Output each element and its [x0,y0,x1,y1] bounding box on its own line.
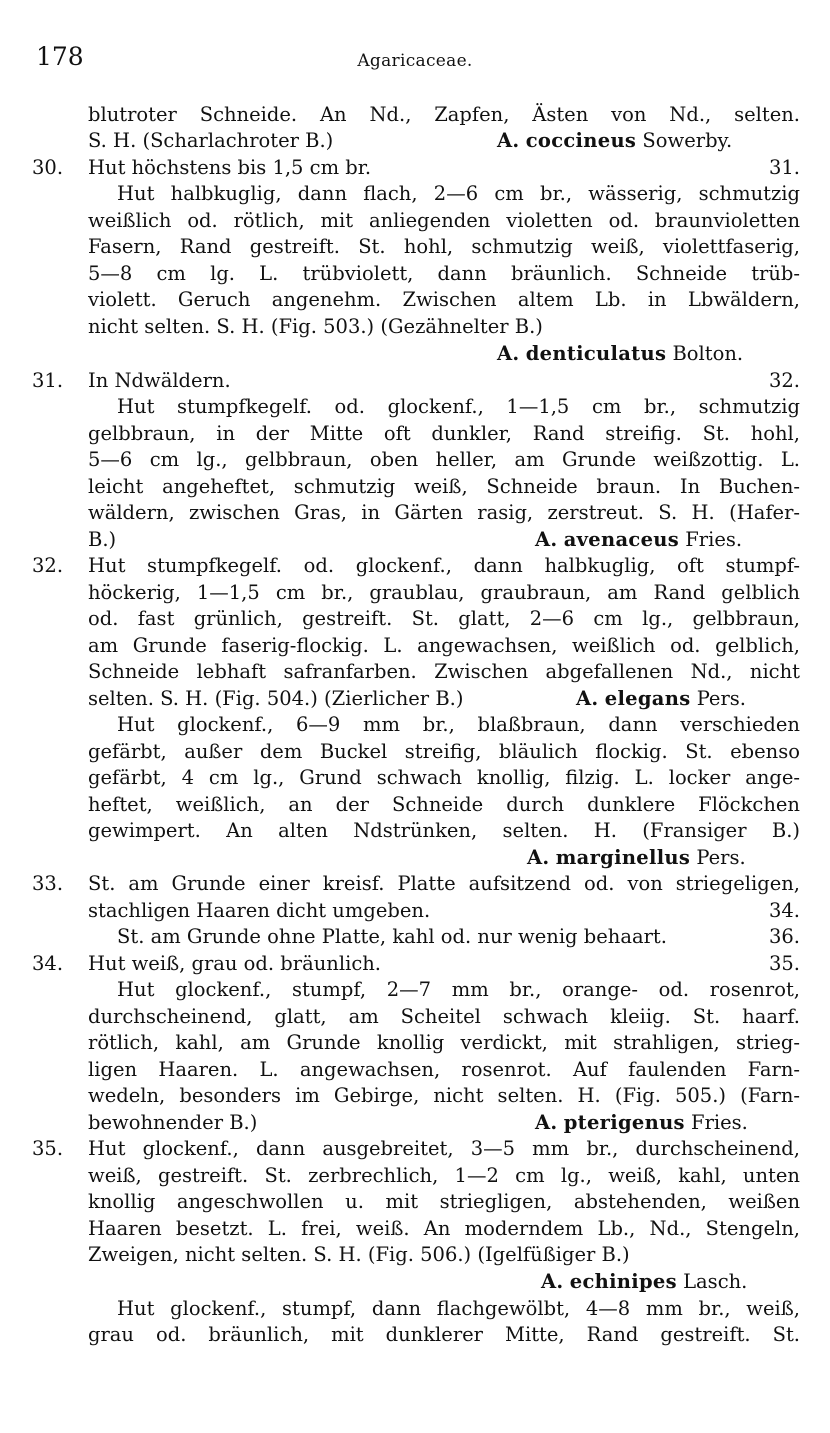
couplet-number: 33. [32,872,64,895]
species-name: A. echinipes Lasch. [541,1270,748,1293]
couplet-number: 32. [32,554,64,577]
text-line: 5—6 cm lg., gelbbraun, oben heller, am Grunde weißzottig. L. [88,448,800,471]
lead-reference: 34. [768,899,800,922]
couplet-number: 35. [32,1137,64,1160]
text-line: nicht selten. S. H. (Fig. 503.) (Gezähnelter B.) [88,315,543,338]
lead-reference: 35. [768,952,800,975]
text-line: wedeln, besonders im Gebirge, nicht selten. H. (Fig. 505.) (Farn- [88,1084,800,1107]
text-line: blutroter Schneide. An Nd., Zapfen, Ästen von Nd., selten. [88,103,800,126]
text-line: knollig angeschwollen u. mit striegligen, abstehenden, weißen [88,1190,800,1213]
text-line: durchscheinend, glatt, am Scheitel schwach kleiig. St. haarf. [88,1005,800,1028]
running-head: Agaricaceae. [357,51,473,71]
text-line: am Grunde faserig-flockig. L. angewachsen, weißlich od. gelblich, [88,634,800,657]
text-line: ligen Haaren. L. angewachsen, rosenrot. Auf faulenden Farn- [88,1058,800,1081]
couplet-number: 31. [32,369,64,392]
text-line: weiß, gestreift. St. zerbrechlich, 1—2 cm lg., weiß, kahl, unten [88,1164,800,1187]
text-line: St. am Grunde einer kreisf. Platte aufsitzend od. von striegeligen, [88,872,800,895]
lead-reference: 36. [768,925,800,948]
species-name: A. pterigenus Fries. [535,1111,748,1134]
text-line: selten. S. H. (Fig. 504.) (Zierlicher B.) [88,687,464,710]
page-header [0,42,830,78]
text-line: Hut halbkuglig, dann flach, 2—6 cm br., wässerig, schmutzig [117,182,800,205]
text-line: S. H. (Scharlachroter B.) [88,129,334,152]
text-line: od. fast grünlich, gestreift. St. glatt, 2—6 cm lg., gelbbraun, [88,607,800,630]
text-line: Schneide lebhaft safranfarben. Zwischen abgefallenen Nd., nicht [88,660,800,683]
text-line: heftet, weißlich, an der Schneide durch dunklere Flöckchen [88,793,800,816]
text-line: Hut glockenf., dann ausgebreitet, 3—5 mm br., durchscheinend, [88,1137,800,1160]
couplet-number: 34. [32,952,64,975]
text-line: Hut glockenf., stumpf, dann flachgewölbt, 4—8 mm br., weiß, [117,1297,800,1320]
text-line: Zweigen, nicht selten. S. H. (Fig. 506.) (Igelfüßiger B.) [88,1243,630,1266]
text-line: gefärbt, 4 cm lg., Grund schwach knollig, filzig. L. locker ange- [88,766,800,789]
text-line: gewimpert. An alten Ndstrünken, selten. H. (Fransiger B.) [88,819,800,842]
text-line: Hut höchstens bis 1,5 cm br. [88,156,372,179]
text-line: 5—8 cm lg. L. trübviolett, dann bräunlich. Schneide trüb- [88,262,800,285]
text-line: gelbbraun, in der Mitte oft dunkler, Rand streifig. St. hohl, [88,422,800,445]
text-line: St. am Grunde ohne Platte, kahl od. nur wenig behaart. [117,925,667,948]
lead-reference: 32. [768,369,800,392]
text-line: Hut stumpfkegelf. od. glockenf., 1—1,5 cm br., schmutzig [117,395,800,418]
species-name: A. elegans Pers. [576,687,746,710]
text-line: höckerig, 1—1,5 cm br., graublau, graubraun, am Rand gelblich [88,581,800,604]
text-line: Hut stumpfkegelf. od. glockenf., dann halbkuglig, oft stumpf- [88,554,800,577]
text-line: grau od. bräunlich, mit dunklerer Mitte, Rand gestreift. St. [88,1323,800,1346]
couplet-number: 30. [32,156,64,179]
text-line: Fasern, Rand gestreift. St. hohl, schmutzig weiß, violettfaserig, [88,235,800,258]
text-line: B.) [88,528,117,551]
text-line: violett. Geruch angenehm. Zwischen altem Lb. in Lbwäldern, [88,288,800,311]
text-line: bewohnender B.) [88,1111,258,1134]
text-line: Hut weiß, grau od. bräunlich. [88,952,381,975]
species-name: A. marginellus Pers. [527,846,746,869]
text-line: leicht angeheftet, schmutzig weiß, Schneide braun. In Buchen- [88,475,800,498]
text-line: wäldern, zwischen Gras, in Gärten rasig, zerstreut. S. H. (Hafer- [88,501,800,524]
species-name: A. denticulatus Bolton. [497,342,744,365]
species-name: A. coccineus Sowerby. [497,129,733,152]
species-name: A. avenaceus Fries. [535,528,743,551]
text-line: Haaren besetzt. L. frei, weiß. An moderndem Lb., Nd., Stengeln, [88,1217,800,1240]
text-line: In Ndwäldern. [88,369,231,392]
text-line: Hut glockenf., 6—9 mm br., blaßbraun, dann verschieden [117,713,800,736]
text-line: stachligen Haaren dicht umgeben. [88,899,431,922]
lead-reference: 31. [768,156,800,179]
text-line: Hut glockenf., stumpf, 2—7 mm br., orange- od. rosenrot, [117,978,800,1001]
text-line: weißlich od. rötlich, mit anliegenden violetten od. braunvioletten [88,209,800,232]
page-number: 178 [36,42,84,71]
text-line: gefärbt, außer dem Buckel streifig, bläulich flockig. St. ebenso [88,740,800,763]
text-line: rötlich, kahl, am Grunde knollig verdickt, mit strahligen, strieg- [88,1031,800,1054]
